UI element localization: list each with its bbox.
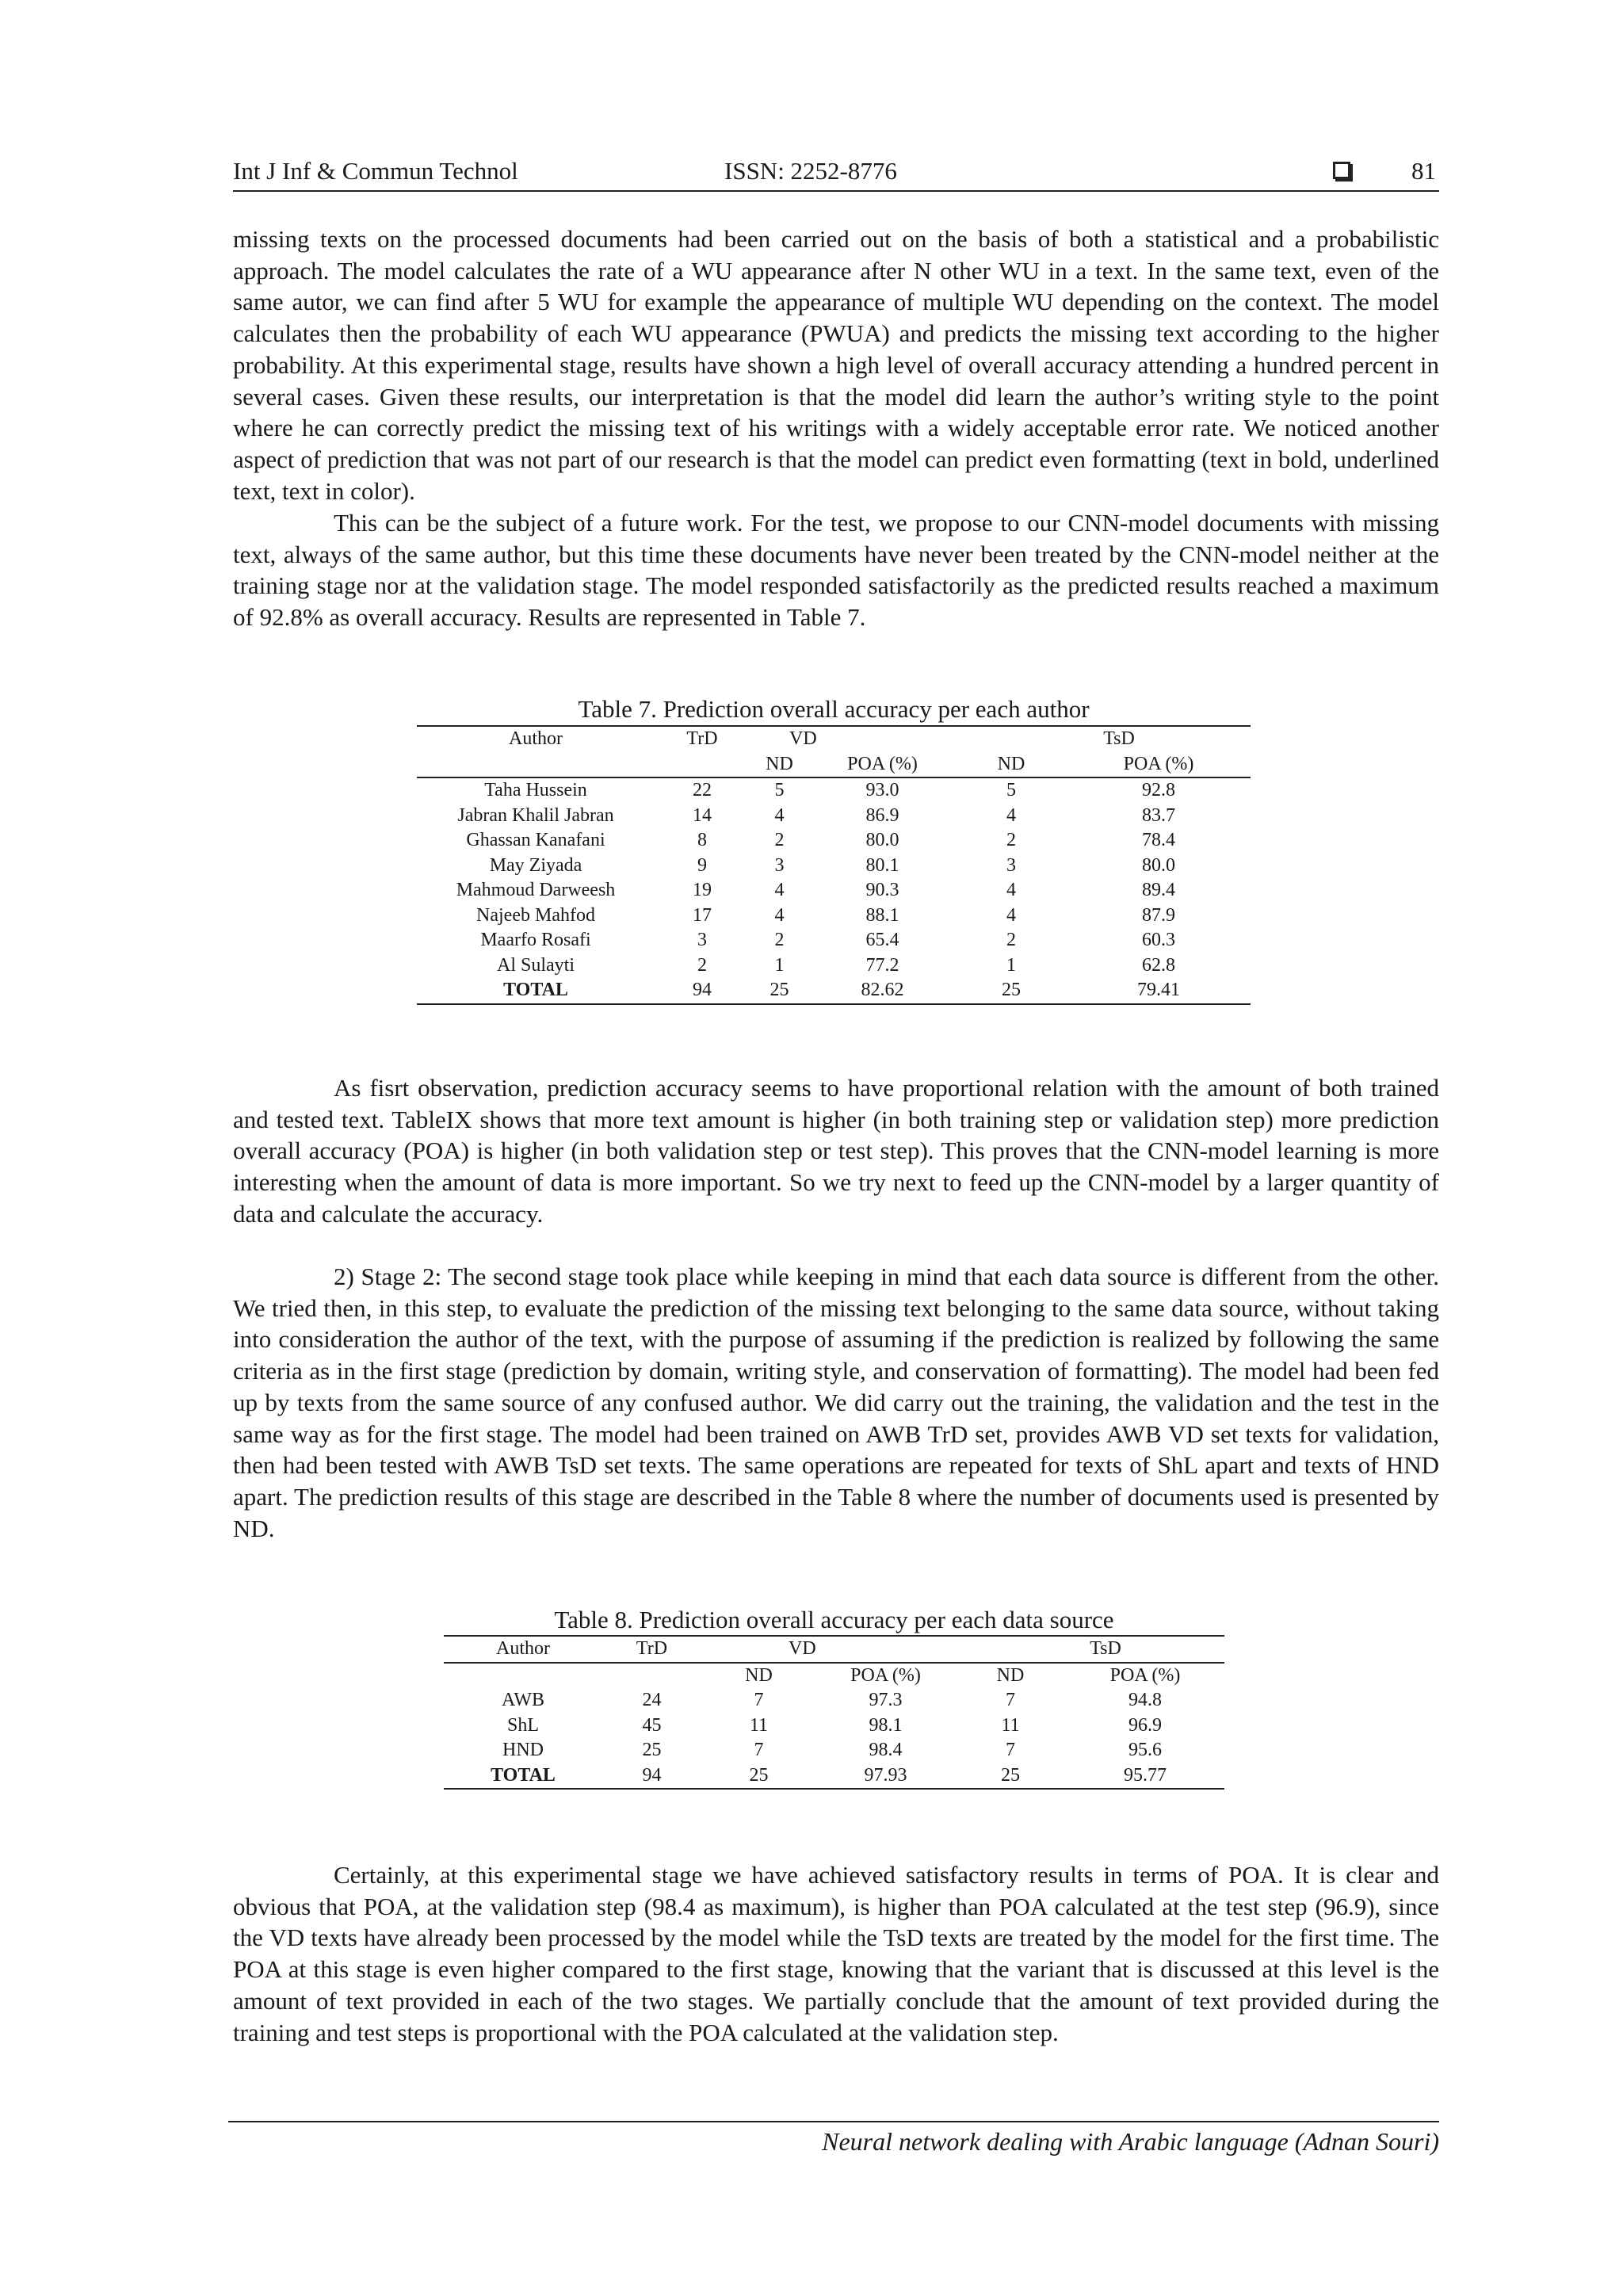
table7-cell: 2 xyxy=(1006,930,1017,950)
table8-cell: 11 xyxy=(1001,1714,1020,1736)
table7-cell: 78.4 xyxy=(1142,830,1176,850)
table7-cell: 8 xyxy=(697,830,707,850)
table8-cell: 95.77 xyxy=(1066,1763,1224,1790)
table8-header-vd: VD xyxy=(701,1636,955,1663)
table7-cell: Maarfo Rosafi xyxy=(480,930,591,950)
table8-header-tsd-nd: ND xyxy=(996,1664,1025,1686)
table7-header-trd: TrD xyxy=(655,726,750,752)
table8-header-tsd-poa: POA (%) xyxy=(1109,1664,1181,1686)
table8-cell: AWB xyxy=(501,1690,545,1710)
table7-cell: Najeeb Mahfod xyxy=(476,904,595,926)
table7-header-tsd: TsD xyxy=(956,726,1251,752)
table8-header-author: Author xyxy=(444,1636,602,1663)
table8 xyxy=(444,1635,1224,1790)
table7-cell: 2 xyxy=(697,954,707,976)
table8-cell: 94.8 xyxy=(1128,1690,1163,1710)
table8-cell: 95.6 xyxy=(1128,1740,1163,1760)
issn: ISSN: 2252-8776 xyxy=(724,157,897,185)
table8-cell: 25 xyxy=(701,1763,816,1790)
table7-header-tsd-poa: POA (%) xyxy=(1067,752,1251,778)
table7-cell: 79.41 xyxy=(1067,978,1251,1004)
table8-cell: 11 xyxy=(749,1714,769,1736)
paragraph-3: As fisrt observation, prediction accuracy seems to have proportional relation with the amount of both trained and tested text. TableIX shows that more text amount is higher (in both training step or validation step) more prediction overall accuracy (POA) is higher (in both validation step or test step). This proves that the CNN-model learning is more interesting when the amount of data is more important. So we try next to feed up the CNN-model by a larger quantity of data and calculate the accuracy. xyxy=(233,1074,1439,1228)
table7-cell: 4 xyxy=(1006,904,1017,926)
table-row xyxy=(417,777,1251,804)
table7-header-tsd-nd: ND xyxy=(956,752,1067,778)
paragraph-2: This can be the subject of a future work. For the test, we propose to our CNN-model documents with missing text, always of the same author, but this time these documents have never been treated by the CNN-model neither at the training stage nor at the validation stage. The model responded satisfactorily as the predicted results reached a maximum of 92.8% as overall accuracy. Results are represented in Table 7. xyxy=(233,509,1439,632)
table7-cell: 87.9 xyxy=(1142,904,1176,926)
table7-cell: 3 xyxy=(1006,854,1017,876)
table7-cell: 22 xyxy=(693,780,712,800)
table7-cell: 2 xyxy=(1006,830,1017,850)
table7-cell: 80.0 xyxy=(865,830,899,850)
table7 xyxy=(417,725,1251,1005)
table7-cell: May Ziyada xyxy=(489,854,582,876)
table8-cell: ShL xyxy=(506,1714,539,1736)
table-row xyxy=(444,1713,1224,1739)
table-row xyxy=(417,878,1251,904)
table7-header-author: Author xyxy=(417,726,655,752)
table7-cell: 93.0 xyxy=(865,780,899,800)
table-row xyxy=(417,854,1251,879)
table8-cell: 45 xyxy=(642,1714,662,1736)
table7-cell: Taha Hussein xyxy=(484,780,587,800)
table8-header-tsd: TsD xyxy=(955,1636,1224,1663)
table8-cell: 7 xyxy=(754,1690,764,1710)
table-row xyxy=(444,1738,1224,1763)
table7-header-vd-nd: ND xyxy=(750,752,809,778)
table7-cell: 86.9 xyxy=(865,804,899,826)
table-row xyxy=(417,953,1251,979)
table7-cell: 90.3 xyxy=(865,880,899,900)
table-row xyxy=(444,1688,1224,1713)
table7-cell: 25 xyxy=(956,978,1067,1004)
table7-cell: Ghassan Kanafani xyxy=(466,830,605,850)
table7-cell: 60.3 xyxy=(1142,930,1176,950)
table8-cell: TOTAL xyxy=(444,1763,602,1790)
footer-rule xyxy=(228,2121,1439,2122)
table8-cell: 24 xyxy=(642,1690,662,1710)
table7-cell: 65.4 xyxy=(865,930,899,950)
table7-cell: 3 xyxy=(697,930,707,950)
table8-cell: 25 xyxy=(955,1763,1066,1790)
table7-cell: 14 xyxy=(693,804,712,826)
table7-cell: 4 xyxy=(774,880,785,900)
table7-cell: 5 xyxy=(774,780,785,800)
table8-subheader-row xyxy=(444,1663,1224,1689)
table8-header-vd-poa: POA (%) xyxy=(850,1664,921,1686)
table8-total-row xyxy=(444,1763,1224,1790)
table7-cell: 2 xyxy=(774,830,785,850)
journal-name: Int J Inf & Commun Technol xyxy=(233,157,518,185)
table7-cell: 88.1 xyxy=(865,904,899,926)
table7-header-vd-poa: POA (%) xyxy=(809,752,956,778)
table8-cell: 7 xyxy=(754,1740,764,1760)
table7-cell: Al Sulayti xyxy=(496,954,575,976)
table7-cell: 80.1 xyxy=(865,854,899,876)
table7-cell: 3 xyxy=(774,854,785,876)
table7-cell: 92.8 xyxy=(1142,780,1176,800)
table-row xyxy=(417,828,1251,854)
table7-cell: 19 xyxy=(693,880,712,900)
table8-cell: 7 xyxy=(1006,1740,1016,1760)
table7-cell: 1 xyxy=(774,954,785,976)
running-header xyxy=(233,155,1439,192)
table8-cell: 98.4 xyxy=(869,1740,903,1760)
table7-cell: 62.8 xyxy=(1142,954,1176,976)
table-row xyxy=(417,804,1251,829)
table7-cell: 4 xyxy=(774,804,785,826)
table8-cell: 94 xyxy=(602,1763,701,1790)
table7-cell: 80.0 xyxy=(1142,854,1176,876)
running-footer: Neural network dealing with Arabic language (Adnan Souri) xyxy=(822,2127,1439,2156)
checkbox-square-icon xyxy=(1333,162,1350,179)
table7-caption: Table 7. Prediction overall accuracy per each author xyxy=(578,695,1090,723)
table-row xyxy=(417,928,1251,953)
paragraph-4: 2) Stage 2: The second stage took place while keeping in mind that each data source is different from the other. We tried then, in this step, to evaluate the prediction of the missing text belonging to the same data source, without taking into consideration the author of the text, with the purpose of assuming if the prediction is realized by following the same criteria as in the first stage (prediction by domain, writing style, and conservation of formatting). The model had been fed up by texts from the same source of any confused author. We did carry out the training, the validation and the test in the same way as for the first stage. The model had been trained on AWB TrD set, provides AWB VD set texts for validation, then had been tested with AWB TsD set texts. The same operations are repeated for texts of ShL apart and texts of HND apart. The prediction results of this stage are described in the Table 8 where the number of documents used is presented by ND. xyxy=(233,1263,1439,1542)
table7-cell: 5 xyxy=(1006,780,1017,800)
paragraph-1: missing texts on the processed documents had been carried out on the basis of both a statistical and a probabilistic approach. The model calculates the rate of a WU appearance after N other WU in a text. In the same text, even of the same autor, we can find after 5 WU for example the appearance of multiple WU depending on the context. The model calculates then the probability of each WU appearance (PWUA) and predicts the missing text according to the higher probability. At this experimental stage, results have shown a high level of overall accuracy attending a hundred percent in several cases. Given these results, our interpretation is that the model did learn the author’s writing style to the point where he can correctly predict the missing text of his writings with a widely acceptable error rate. We noticed another aspect of prediction that was not part of our research is that the model can predict even formatting (text in bold, underlined text, text in color). xyxy=(233,225,1439,505)
table7-cell: 4 xyxy=(1006,880,1017,900)
table8-cell: 97.93 xyxy=(816,1763,955,1790)
table7-cell: 77.2 xyxy=(865,954,899,976)
table8-cell: 97.3 xyxy=(869,1690,903,1710)
table8-header-trd: TrD xyxy=(602,1636,701,1663)
table7-cell: 25 xyxy=(750,978,809,1004)
table7-cell: 9 xyxy=(697,854,707,876)
table7-header-vd: VD xyxy=(750,726,956,752)
table7-cell: 83.7 xyxy=(1142,804,1176,826)
table7-cell: 1 xyxy=(1006,954,1017,976)
table7-cell: Jabran Khalil Jabran xyxy=(457,804,614,826)
table8-header-row xyxy=(444,1636,1224,1663)
table7-cell: 4 xyxy=(774,904,785,926)
table7-header-row xyxy=(417,726,1251,752)
table7-subheader-row xyxy=(417,752,1251,778)
table7-cell: 17 xyxy=(693,904,712,926)
table7-cell: 82.62 xyxy=(809,978,956,1004)
table8-caption: Table 8. Prediction overall accuracy per each data source xyxy=(554,1606,1114,1633)
table8-header-vd-nd: ND xyxy=(745,1664,773,1686)
page-number: 81 xyxy=(1411,157,1436,185)
table7-cell: 2 xyxy=(774,930,785,950)
table8-cell: 98.1 xyxy=(869,1714,903,1736)
table8-cell: 25 xyxy=(642,1740,662,1760)
paragraph-5: Certainly, at this experimental stage we have achieved satisfactory results in terms of POA. It is clear and obvious that POA, at the validation step (98.4 as maximum), is higher than POA calculated at the test step (96.9), since the VD texts have already been processed by the model while the TsD texts are treated by the model for the first time. The POA at this stage is even higher compared to the first stage, knowing that the variant that is discussed at this level is the amount of text provided in each of the two stages. We partially conclude that the amount of text provided during the training and test steps is proportional with the POA calculated at the validation step. xyxy=(233,1861,1439,2046)
table7-total-row xyxy=(417,978,1251,1004)
table7-cell: Mahmoud Darweesh xyxy=(456,880,616,900)
table7-cell: TOTAL xyxy=(417,978,655,1004)
table7-cell: 4 xyxy=(1006,804,1017,826)
table8-cell: 7 xyxy=(1006,1690,1016,1710)
table8-cell: 96.9 xyxy=(1128,1714,1163,1736)
table8-cell: HND xyxy=(502,1740,544,1760)
table-row xyxy=(417,904,1251,929)
table7-cell: 94 xyxy=(655,978,750,1004)
table7-cell: 89.4 xyxy=(1142,880,1176,900)
